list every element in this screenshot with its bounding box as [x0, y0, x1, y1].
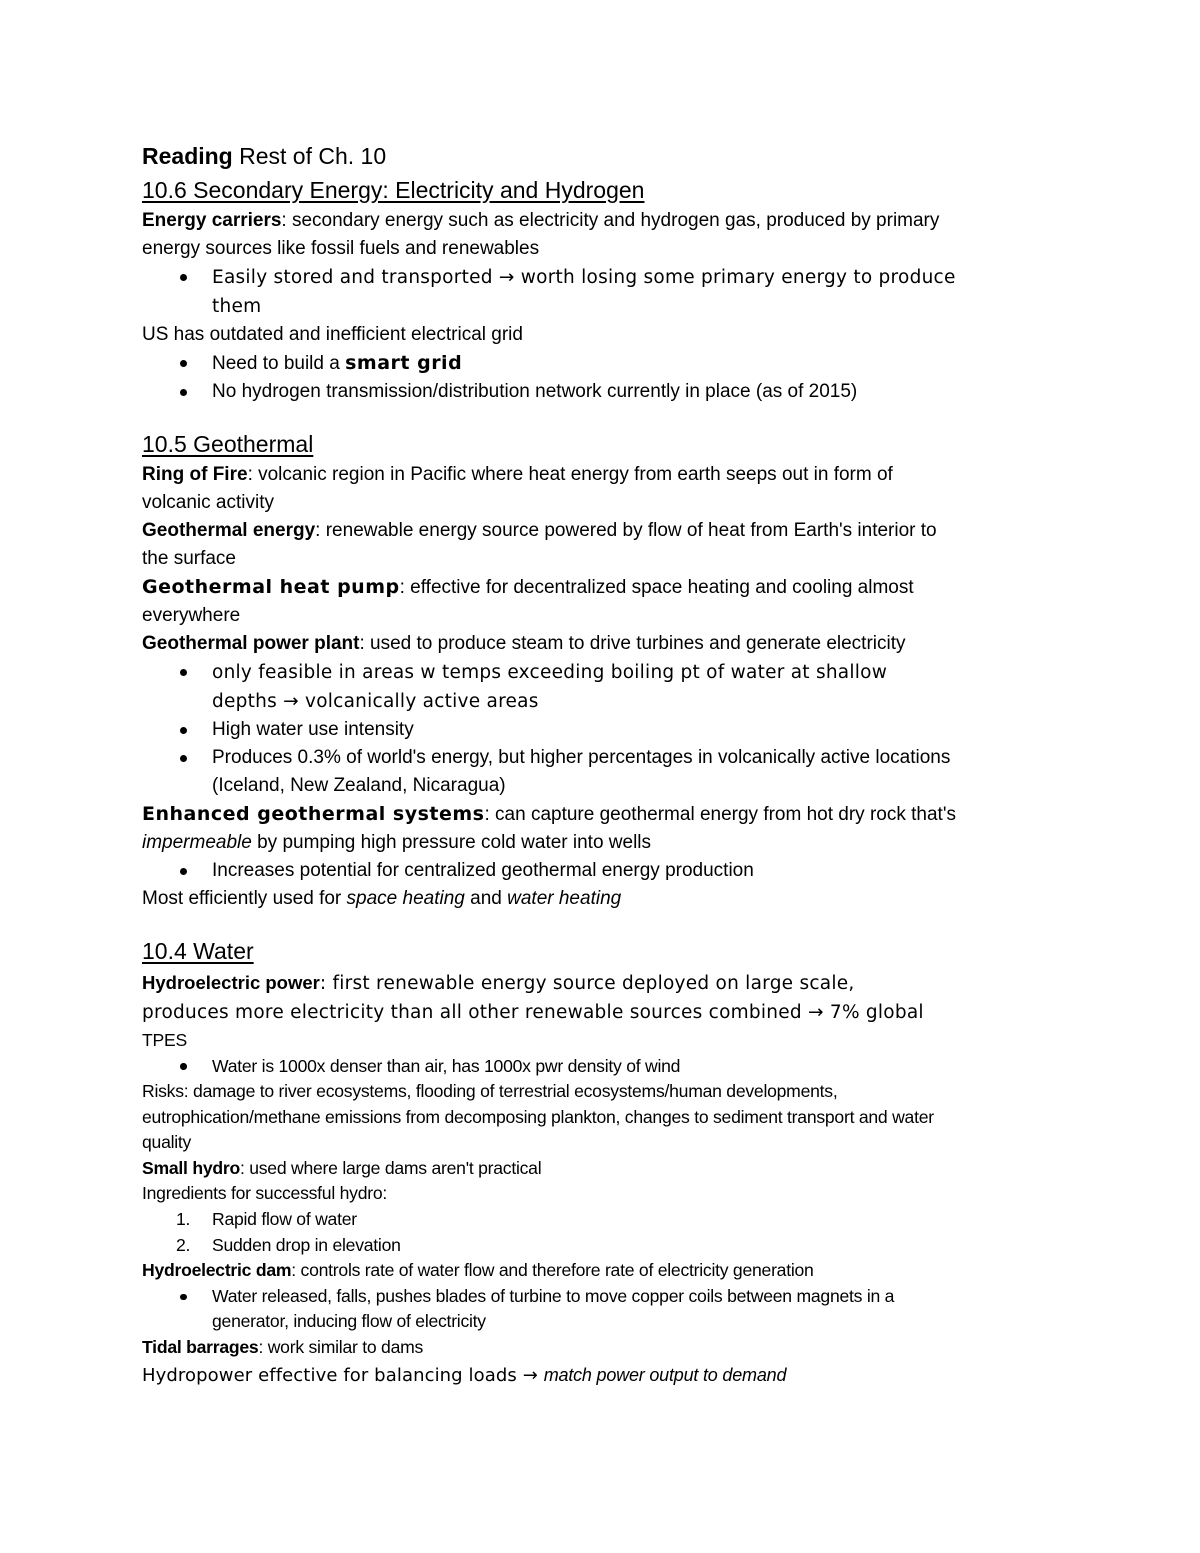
term-power-plant: Geothermal power plant [142, 633, 360, 654]
term-geothermal-energy: Geothermal energy [142, 520, 316, 541]
spacer [142, 406, 1072, 428]
title-rest: Rest of Ch. 10 [232, 143, 387, 169]
paragraph-risks: eutrophication/methane emissions from decomposing plankton, changes to sediment transport and water [142, 1106, 934, 1127]
term-energy-carriers: Energy carriers [142, 210, 282, 231]
list-item: High water use intensity [142, 716, 1072, 744]
term-hydroelectric-power: Hydroelectric power [142, 972, 320, 993]
definition-energy-carriers [142, 207, 1072, 235]
term-hydroelectric-dam: Hydroelectric dam [142, 1260, 292, 1281]
definition-enhanced-geothermal [142, 800, 1072, 829]
numbered-item [142, 1207, 1072, 1233]
list-item [142, 263, 1072, 321]
list-item [142, 349, 1072, 378]
list-item-text: them [212, 296, 262, 317]
definition-text: : volcanic region in Pacific where heat energy from earth seeps out in form of [247, 464, 893, 485]
list-item-text: Easily stored and transported → worth losing some primary energy to produce [212, 267, 956, 288]
list-number: 2. [176, 1234, 191, 1255]
paragraph-text: Most efficiently used for [142, 888, 347, 909]
numbered-item [142, 1233, 1072, 1259]
definition-text: : first renewable energy source deployed on large scale, [319, 973, 855, 994]
heading-geothermal: 10.5 Geothermal [142, 431, 314, 457]
definition-text: by pumping high pressure cold water into wells [251, 832, 652, 853]
list-item: No hydrogen transmission/distribution network currently in place (as of 2015) [142, 378, 1072, 406]
definition-text: : controls rate of water flow and therefore rate of electricity generation [291, 1260, 814, 1281]
definition-hydroelectric-power [142, 968, 1072, 998]
italic-impermeable: impermeable [142, 832, 252, 853]
paragraph-text: and [464, 888, 508, 909]
list-item-text: only feasible in areas w temps exceeding boiling pt of water at shallow [212, 662, 888, 683]
list-item: Water is 1000x denser than air, has 1000x pwr density of wind [142, 1053, 1072, 1079]
definition-continuation: produces more electricity than all other renewable sources combined → 7% global [142, 1002, 924, 1023]
definition-continuation: energy sources like fossil fuels and renewables [142, 238, 540, 259]
list-item [142, 658, 1072, 716]
paragraph-risks: Risks: damage to river ecosystems, flooding of terrestrial ecosystems/human developments, [142, 1081, 838, 1101]
definition-heat-pump [142, 573, 1072, 602]
definition-text: : can capture geothermal energy from hot dry rock that's [484, 804, 956, 825]
definition-continuation [142, 829, 1072, 857]
definition-small-hydro [142, 1156, 1072, 1182]
definition-power-plant [142, 630, 1072, 658]
term-tidal-barrages: Tidal barrages [142, 1336, 259, 1357]
italic-water-heating: water heating [507, 888, 622, 909]
list-item-text: Need to build a [212, 353, 346, 374]
term-smart-grid: smart grid [345, 352, 463, 374]
paragraph-ingredients: Ingredients for successful hydro: [142, 1183, 388, 1204]
definition-continuation: the surface [142, 548, 236, 569]
paragraph-risks: quality [142, 1132, 192, 1153]
paragraph-balancing-loads [142, 1361, 1072, 1390]
definition-text: : renewable energy source powered by flow of heat from Earth's interior to [315, 520, 937, 541]
definition-text: : effective for decentralized space heating and cooling almost [399, 577, 914, 598]
list-item-text: generator, inducing flow of electricity [212, 1311, 486, 1332]
italic-space-heating: space heating [346, 888, 465, 909]
term-small-hydro: Small hydro [142, 1157, 240, 1178]
document-body [142, 140, 1072, 1390]
definition-text: : used to produce steam to drive turbines and generate electricity [359, 633, 906, 654]
list-item-text: depths → volcanically active areas [212, 691, 539, 712]
definition-continuation: TPES [142, 1030, 187, 1050]
term-ring-of-fire: Ring of Fire [142, 464, 248, 485]
definition-text: : secondary energy such as electricity and hydrogen gas, produced by primary [281, 210, 940, 231]
paragraph-efficient-use [142, 885, 1072, 913]
definition-tidal-barrages [142, 1335, 1072, 1361]
paragraph-grid: US has outdated and inefficient electrical grid [142, 324, 523, 345]
list-item [142, 744, 1072, 800]
spacer [142, 913, 1072, 935]
heading-water: 10.4 Water [142, 938, 254, 964]
definition-hydroelectric-dam [142, 1258, 1072, 1284]
definition-geothermal-energy [142, 517, 1072, 545]
term-heat-pump: Geothermal heat pump [142, 576, 400, 598]
definition-continuation: everywhere [142, 605, 241, 626]
list-number: 1. [176, 1208, 191, 1229]
list-item-text: Produces 0.3% of world's energy, but higher percentages in volcanically active locations [212, 747, 951, 768]
list-item-text: Water released, falls, pushes blades of turbine to move copper coils between magnets in a [212, 1285, 895, 1306]
paragraph-text: Hydropower effective for balancing loads → [142, 1364, 544, 1386]
list-item-text: Sudden drop in elevation [212, 1234, 401, 1255]
definition-text: : work similar to dams [258, 1336, 424, 1357]
definition-text: : used where large dams aren't practical [239, 1157, 542, 1178]
definition-ring-of-fire [142, 461, 1072, 489]
italic-match-demand: match power output to demand [543, 1364, 787, 1385]
list-item [142, 1284, 1072, 1335]
list-item-text: (Iceland, New Zealand, Nicaragua) [212, 775, 506, 796]
definition-continuation: volcanic activity [142, 492, 274, 513]
page-title [142, 140, 1072, 172]
term-enhanced-geothermal: Enhanced geothermal systems [142, 803, 485, 825]
list-item-text: Rapid flow of water [212, 1208, 357, 1229]
heading-secondary-energy: 10.6 Secondary Energy: Electricity and Hydrogen [142, 177, 645, 203]
list-item: Increases potential for centralized geothermal energy production [142, 857, 1072, 885]
title-bold: Reading [142, 143, 233, 169]
